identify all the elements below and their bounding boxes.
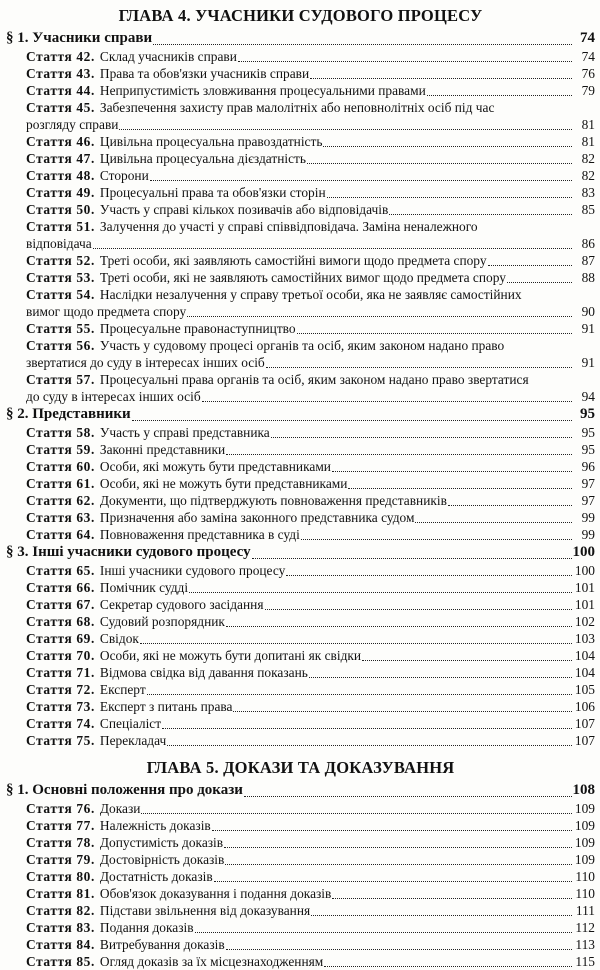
- article-label: [26, 99, 95, 116]
- dot-leader: [362, 660, 572, 661]
- article-number: Стаття 83.: [26, 920, 95, 935]
- article-number: Стаття 56.: [26, 338, 95, 353]
- dot-leader: [327, 197, 572, 198]
- article-page-number: 82: [581, 151, 595, 166]
- article-page-number: 81: [581, 117, 595, 132]
- article-title-line: Повноваження представника в суді: [99, 527, 300, 542]
- article-page-number: 94: [581, 389, 595, 404]
- dot-leader: [307, 163, 572, 164]
- article-label: [26, 579, 95, 596]
- dot-leader: [226, 949, 572, 950]
- article-title-line: Законні представники: [99, 442, 226, 457]
- article-page-number: 101: [574, 580, 595, 595]
- article-entry[interactable]: [6, 82, 595, 99]
- article-entry[interactable]: [6, 99, 595, 116]
- article-number: Стаття 69.: [26, 631, 95, 646]
- article-entry[interactable]: [6, 868, 595, 885]
- dot-leader: [427, 95, 572, 96]
- dot-leader: [448, 505, 572, 506]
- dot-leader: [297, 333, 572, 334]
- article-label: [26, 647, 95, 664]
- article-page-number: 97: [581, 476, 595, 491]
- article-entry[interactable]: [6, 371, 595, 388]
- article-entry[interactable]: [6, 320, 595, 337]
- article-page-number: 95: [581, 442, 595, 457]
- article-entry[interactable]: [6, 936, 595, 953]
- article-entry[interactable]: [6, 800, 595, 817]
- article-page-number: 97: [581, 493, 595, 508]
- article-title-line: Цивільна процесуальна правоздатність: [99, 134, 323, 149]
- article-title-line: Підстави звільнення від доказування: [99, 903, 311, 918]
- dot-leader: [507, 282, 572, 283]
- article-entry[interactable]: [6, 579, 595, 596]
- article-entry[interactable]: [6, 252, 595, 269]
- dot-leader: [153, 44, 572, 45]
- dot-leader: [214, 881, 572, 882]
- article-number: Стаття 51.: [26, 219, 95, 234]
- article-number: Стаття 68.: [26, 614, 95, 629]
- dot-leader: [252, 558, 572, 559]
- article-number: Стаття 52.: [26, 253, 95, 268]
- dot-leader: [119, 129, 572, 130]
- section-title: § 1. Основні положення про докази: [6, 782, 243, 798]
- article-label: [26, 218, 95, 235]
- article-number: Стаття 74.: [26, 716, 95, 731]
- article-page-number: 110: [575, 886, 595, 901]
- dot-leader: [167, 745, 572, 746]
- dot-leader: [244, 796, 572, 797]
- article-number: Стаття 85.: [26, 954, 95, 969]
- article-entry[interactable]: [6, 596, 595, 613]
- article-label: [26, 150, 95, 167]
- article-page-number: 104: [574, 665, 595, 680]
- article-title-line: Допустимість доказів: [99, 835, 224, 850]
- dot-leader: [324, 966, 572, 967]
- article-number: Стаття 78.: [26, 835, 95, 850]
- article-number: Стаття 66.: [26, 580, 95, 595]
- article-label: [26, 201, 95, 218]
- article-page-number: 85: [581, 202, 595, 217]
- article-entry[interactable]: [6, 902, 595, 919]
- article-label: [26, 698, 95, 715]
- article-entry[interactable]: [6, 458, 595, 475]
- article-label: [26, 919, 95, 936]
- dot-leader: [271, 437, 572, 438]
- article-label: [26, 613, 95, 630]
- chapter-heading: ГЛАВА 5. ДОКАЗИ ТА ДОКАЗУВАННЯ: [146, 758, 455, 777]
- article-number: Стаття 54.: [26, 287, 95, 302]
- article-title-line: Належність доказів: [99, 818, 211, 833]
- article-title-line: Відмова свідка від давання показань: [99, 665, 308, 680]
- article-title-line: Помічник судді: [99, 580, 189, 595]
- article-number: Стаття 79.: [26, 852, 95, 867]
- article-label: [26, 953, 95, 970]
- article-page-number: 107: [574, 733, 595, 748]
- article-entry[interactable]: [6, 647, 595, 664]
- article-number: Стаття 61.: [26, 476, 95, 491]
- article-entry[interactable]: [6, 509, 595, 526]
- article-title-line: Склад учасників справи: [99, 49, 237, 64]
- article-page-number: 91: [581, 355, 595, 370]
- article-number: Стаття 72.: [26, 682, 95, 697]
- dot-leader: [195, 932, 572, 933]
- article-label: [26, 252, 95, 269]
- article-title-line: Огляд доказів за їх місцезнаходженням: [99, 954, 324, 969]
- dot-leader: [323, 146, 572, 147]
- article-number: Стаття 42.: [26, 49, 95, 64]
- article-entry[interactable]: [6, 732, 595, 749]
- article-title-line: Треті особи, які заявляють самостійні вимоги щодо предмета спору: [99, 253, 487, 268]
- article-label: [26, 184, 95, 201]
- article-title-line: Особи, які не можуть бути допитані як свідки: [99, 648, 362, 663]
- article-label: [26, 681, 95, 698]
- article-page-number: 102: [574, 614, 595, 629]
- article-entry[interactable]: [6, 885, 595, 902]
- article-number: Стаття 57.: [26, 372, 95, 387]
- article-label: [26, 286, 95, 303]
- article-number: Стаття 82.: [26, 903, 95, 918]
- article-title-line: Достовірність доказів: [99, 852, 225, 867]
- section-title: § 1. Учасники справи: [6, 30, 153, 46]
- article-number: Стаття 76.: [26, 801, 95, 816]
- article-page-number: 101: [574, 597, 595, 612]
- article-entry[interactable]: [6, 492, 595, 509]
- dot-leader: [238, 61, 572, 62]
- article-title-line: Документи, що підтверджують повноваження представників: [99, 493, 447, 508]
- article-page-number: 104: [574, 648, 595, 663]
- dot-leader: [310, 78, 572, 79]
- article-page-number: 86: [581, 236, 595, 251]
- article-page-number: 83: [581, 185, 595, 200]
- article-number: Стаття 63.: [26, 510, 95, 525]
- article-title-line: Секретар судового засідання: [99, 597, 264, 612]
- article-title-line: відповідача: [26, 236, 92, 251]
- article-title-line: Права та обов'язки учасників справи: [99, 66, 310, 81]
- article-title-line: Інші учасники судового процесу: [99, 563, 286, 578]
- article-number: Стаття 84.: [26, 937, 95, 952]
- dot-leader: [311, 915, 572, 916]
- article-number: Стаття 77.: [26, 818, 95, 833]
- article-title-line: Забезпечення захисту прав малолітніх або неповнолітніх осіб під час: [99, 100, 495, 115]
- section-entry[interactable]: [6, 29, 595, 48]
- dot-leader: [226, 626, 572, 627]
- article-page-number: 109: [574, 835, 595, 850]
- article-entry[interactable]: [6, 919, 595, 936]
- article-entry[interactable]: [6, 218, 595, 235]
- article-number: Стаття 53.: [26, 270, 95, 285]
- article-number: Стаття 59.: [26, 442, 95, 457]
- article-page-number: 79: [581, 83, 595, 98]
- article-title-line: Експерт: [99, 682, 146, 697]
- article-entry[interactable]: [6, 133, 595, 150]
- article-label: [26, 475, 95, 492]
- dot-leader: [225, 864, 572, 865]
- article-entry[interactable]: [6, 424, 595, 441]
- section-entry[interactable]: [6, 543, 595, 562]
- article-page-number: 106: [574, 699, 595, 714]
- article-label: [26, 596, 95, 613]
- article-label: [26, 834, 95, 851]
- article-page-number: 82: [581, 168, 595, 183]
- article-page-number: 87: [581, 253, 595, 268]
- article-number: Стаття 70.: [26, 648, 95, 663]
- article-title-line: Особи, які не можуть бути представниками: [99, 476, 348, 491]
- section-page-number: 95: [580, 406, 595, 422]
- article-title-line: Процесуальне правонаступництво: [99, 321, 296, 336]
- article-entry[interactable]: [6, 65, 595, 82]
- article-number: Стаття 48.: [26, 168, 95, 183]
- article-label: [26, 82, 95, 99]
- dot-leader: [224, 847, 572, 848]
- article-number: Стаття 60.: [26, 459, 95, 474]
- article-number: Стаття 44.: [26, 83, 95, 98]
- dot-leader: [150, 180, 572, 181]
- article-label: [26, 492, 95, 509]
- article-label: [26, 562, 95, 579]
- article-page-number: 107: [574, 716, 595, 731]
- article-label: [26, 65, 95, 82]
- article-title-line: Треті особи, які не заявляють самостійних вимог щодо предмета спору: [99, 270, 506, 285]
- article-label: [26, 526, 95, 543]
- article-title-line: Подання доказів: [99, 920, 194, 935]
- article-entry[interactable]: [6, 286, 595, 303]
- article-number: Стаття 45.: [26, 100, 95, 115]
- article-entry[interactable]: [6, 167, 595, 184]
- dot-leader: [389, 214, 572, 215]
- article-number: Стаття 65.: [26, 563, 95, 578]
- article-page-number: 99: [581, 527, 595, 542]
- article-continuation: [6, 235, 595, 252]
- article-number: Стаття 58.: [26, 425, 95, 440]
- article-label: [26, 715, 95, 732]
- article-title-line: Спеціаліст: [99, 716, 162, 731]
- dot-leader: [189, 592, 572, 593]
- article-title-line: Обов'язок доказування і подання доказів: [99, 886, 332, 901]
- article-title-line: Процесуальні права органів та осіб, яким законом надано право звертатися: [99, 372, 529, 387]
- article-page-number: 109: [574, 818, 595, 833]
- article-entry[interactable]: [6, 475, 595, 492]
- article-label: [26, 902, 95, 919]
- article-title-line: Участь у судовому процесі органів та осіб, яким законом надано право: [99, 338, 505, 353]
- article-title-line: розгляду справи: [26, 117, 119, 132]
- article-page-number: 111: [575, 903, 595, 918]
- section-title: § 3. Інші учасники судового процесу: [6, 544, 251, 560]
- article-title-line: Неприпустимість зловживання процесуальними правами: [99, 83, 426, 98]
- article-page-number: 110: [575, 869, 595, 884]
- article-entry[interactable]: [6, 953, 595, 970]
- article-page-number: 112: [575, 920, 595, 935]
- article-number: Стаття 67.: [26, 597, 95, 612]
- dot-leader: [332, 471, 572, 472]
- article-page-number: 99: [581, 510, 595, 525]
- article-entry[interactable]: [6, 269, 595, 286]
- dot-leader: [162, 728, 572, 729]
- article-entry[interactable]: [6, 698, 595, 715]
- article-continuation: [6, 116, 595, 133]
- article-label: [26, 851, 95, 868]
- article-label: [26, 868, 95, 885]
- section-entry[interactable]: [6, 405, 595, 424]
- article-title-line: Судовий розпорядник: [99, 614, 225, 629]
- article-entry[interactable]: [6, 630, 595, 647]
- dot-leader: [202, 401, 572, 402]
- article-entry[interactable]: [6, 613, 595, 630]
- dot-leader: [212, 830, 572, 831]
- article-label: [26, 458, 95, 475]
- article-entry[interactable]: [6, 851, 595, 868]
- dot-leader: [488, 265, 572, 266]
- article-page-number: 91: [581, 321, 595, 336]
- article-label: [26, 269, 95, 286]
- article-entry[interactable]: [6, 562, 595, 579]
- dot-leader: [266, 367, 572, 368]
- article-title-line: Особи, які можуть бути представниками: [99, 459, 331, 474]
- article-page-number: 96: [581, 459, 595, 474]
- article-page-number: 88: [581, 270, 595, 285]
- article-number: Стаття 71.: [26, 665, 95, 680]
- chapter-heading: ГЛАВА 4. УЧАСНИКИ СУДОВОГО ПРОЦЕСУ: [118, 6, 483, 25]
- article-label: [26, 817, 95, 834]
- article-entry[interactable]: [6, 184, 595, 201]
- article-number: Стаття 47.: [26, 151, 95, 166]
- section-title: § 2. Представники: [6, 406, 131, 422]
- article-label: [26, 885, 95, 902]
- article-continuation: [6, 354, 595, 371]
- article-page-number: 100: [574, 563, 595, 578]
- dot-leader: [286, 575, 572, 576]
- article-number: Стаття 75.: [26, 733, 95, 748]
- article-label: [26, 337, 95, 354]
- article-title-line: звертатися до суду в інтересах інших осіб: [26, 355, 265, 370]
- article-page-number: 105: [574, 682, 595, 697]
- article-title-line: Витребування доказів: [99, 937, 225, 952]
- dot-leader: [233, 711, 572, 712]
- article-label: [26, 441, 95, 458]
- article-title-line: Свідок: [99, 631, 139, 646]
- section-page-number: 108: [572, 782, 595, 798]
- article-number: Стаття 49.: [26, 185, 95, 200]
- article-title-line: Експерт з питань права: [99, 699, 233, 714]
- article-number: Стаття 81.: [26, 886, 95, 901]
- article-label: [26, 732, 95, 749]
- article-entry[interactable]: [6, 664, 595, 681]
- article-entry[interactable]: [6, 526, 595, 543]
- article-number: Стаття 55.: [26, 321, 95, 336]
- article-label: [26, 371, 95, 388]
- article-page-number: 113: [575, 937, 595, 952]
- article-title-line: Участь у справі представника: [99, 425, 270, 440]
- article-continuation: [6, 388, 595, 405]
- article-number: Стаття 64.: [26, 527, 95, 542]
- article-entry[interactable]: [6, 48, 595, 65]
- article-number: Стаття 80.: [26, 869, 95, 884]
- dot-leader: [265, 609, 573, 610]
- dot-leader: [140, 643, 572, 644]
- dot-leader: [187, 316, 572, 317]
- article-title-line: вимог щодо предмета спору: [26, 304, 187, 319]
- dot-leader: [226, 454, 572, 455]
- article-label: [26, 800, 95, 817]
- article-number: Стаття 62.: [26, 493, 95, 508]
- section-page-number: 74: [580, 30, 595, 46]
- article-number: Стаття 46.: [26, 134, 95, 149]
- article-label: [26, 133, 95, 150]
- article-title-line: Участь у справі кількох позивачів або відповідачів: [99, 202, 389, 217]
- article-entry[interactable]: [6, 150, 595, 167]
- dot-leader: [147, 694, 572, 695]
- article-page-number: 95: [581, 425, 595, 440]
- dot-leader: [348, 488, 572, 489]
- article-title-line: Цивільна процесуальна дієздатність: [99, 151, 307, 166]
- article-page-number: 103: [574, 631, 595, 646]
- article-title-line: Наслідки незалучення у справу третьої особи, яка не заявляє самостійних: [99, 287, 522, 302]
- section-entry[interactable]: [6, 781, 595, 800]
- dot-leader: [332, 898, 572, 899]
- article-title-line: Перекладач: [99, 733, 167, 748]
- article-number: Стаття 43.: [26, 66, 95, 81]
- article-page-number: 109: [574, 852, 595, 867]
- article-entry[interactable]: [6, 715, 595, 732]
- article-label: [26, 936, 95, 953]
- article-entry[interactable]: [6, 834, 595, 851]
- dot-leader: [309, 677, 572, 678]
- article-title-line: Сторони: [99, 168, 149, 183]
- article-label: [26, 424, 95, 441]
- article-label: [26, 320, 95, 337]
- article-title-line: до суду в інтересах інших осіб: [26, 389, 201, 404]
- article-entry[interactable]: [6, 337, 595, 354]
- article-page-number: 109: [574, 801, 595, 816]
- article-label: [26, 509, 95, 526]
- article-entry[interactable]: [6, 817, 595, 834]
- article-number: Стаття 73.: [26, 699, 95, 714]
- article-entry[interactable]: [6, 201, 595, 218]
- dot-leader: [415, 522, 572, 523]
- dot-leader: [93, 248, 572, 249]
- article-page-number: 74: [581, 49, 595, 64]
- article-title-line: Докази: [99, 801, 141, 816]
- article-entry[interactable]: [6, 441, 595, 458]
- article-title-line: Залучення до участі у справі співвідповідача. Заміна неналежного: [99, 219, 478, 234]
- article-entry[interactable]: [6, 681, 595, 698]
- dot-leader: [141, 813, 572, 814]
- article-page-number: 81: [581, 134, 595, 149]
- article-label: [26, 48, 95, 65]
- section-page-number: 100: [572, 544, 595, 560]
- article-title-line: Призначення або заміна законного представника судом: [99, 510, 415, 525]
- article-label: [26, 630, 95, 647]
- article-page-number: 90: [581, 304, 595, 319]
- article-label: [26, 167, 95, 184]
- dot-leader: [301, 539, 572, 540]
- article-continuation: [6, 303, 595, 320]
- article-page-number: 76: [581, 66, 595, 81]
- article-page-number: 115: [575, 954, 595, 969]
- article-number: Стаття 50.: [26, 202, 95, 217]
- article-title-line: Достатність доказів: [99, 869, 213, 884]
- article-title-line: Процесуальні права та обов'язки сторін: [99, 185, 326, 200]
- dot-leader: [132, 420, 572, 421]
- article-label: [26, 664, 95, 681]
